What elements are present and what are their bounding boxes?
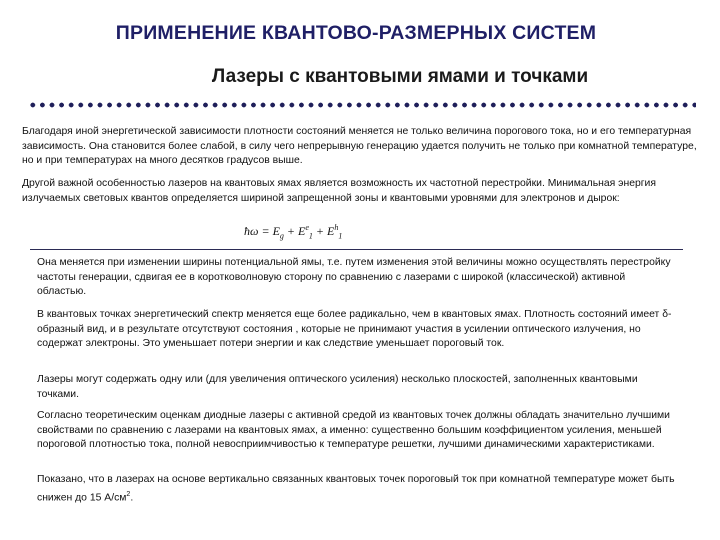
paragraph-threshold-current: Благодаря иной энергетической зависимости плотности состояний меняется не только величина порогового тока, но и его температурная зависимость. Она становится более слабой, в силу чего непрерывную генерацию удается получить не только при комнатной температуре, но и при температурах на много десятков градусов выше. — [22, 126, 697, 167]
paragraph-frequency-tuning: Другой важной особенностью лазеров на квантовых ямах является возможность их частотной перестройки. Минимальная энергия излучаемых световых квантов определяется шириной запрещенной зоны и квантовыми уровнями для электронов и дырок: — [22, 178, 656, 204]
paragraph-well-width: Она меняется при изменении ширины потенциальной ямы, т.е. путем изменения этой величины можно осуществлять перестройку частоты генерации, сдвигая ее в коротковолновую сторону по сравнению с лазерами с широкой (классической) активной областью. — [37, 257, 671, 298]
threshold-result-end: . — [130, 492, 134, 504]
paragraph-quantum-dots-spectrum: В квантовых точках энергетический спектр меняется еще более радикально, чем в квантовых ямах. Плотность состояний имеет δ-образный вид, и в результате отсутствуют состояния , которые не принимают участия в усилении оптического излучения, но содержат электроны. Это уменьшает потери энергии и как следствие уменьшает пороговый ток. — [37, 309, 672, 350]
paragraph-threshold-result — [37, 473, 677, 506]
formula-e1-subscript: 1 — [308, 231, 313, 241]
slide-title: ПРИМЕНЕНИЕ КВАНТОВО-РАЗМЕРНЫХ СИСТЕМ — [115, 22, 597, 44]
energy-formula — [244, 223, 342, 240]
formula-plus-e: + E — [283, 224, 306, 238]
formula-e1-superscript: e — [305, 223, 309, 232]
formula-plus-h: + E — [312, 224, 335, 238]
slide-subtitle: Лазеры с квантовыми ямами и точками — [211, 66, 589, 87]
formula-lhs: ħω = E — [244, 224, 280, 238]
paragraph-dot-planes: Лазеры могут содержать одну или (для увеличения оптического усиления) несколько плоскостей, заполненных квантовыми точками. — [37, 374, 638, 400]
threshold-result-text: Показано, что в лазерах на основе вертикально связанных квантовых точек пороговый ток при комнатной температуре может быть снижен до 15 А/см — [37, 474, 675, 504]
paragraph-theoretical-estimates: Согласно теоретическим оценкам диодные лазеры с активной средой из квантовых точек должны обладать значительно лучшими свойствами по сравнению с лазерами на квантовых ямах, а именно: существенно большим коэффициентом усиления, меньшей пороговой плотностью тока, полной невосприимчивостью к температуре решетки, лучшими динамическими характеристиками. — [37, 410, 670, 451]
threshold-unit-exponent: 2 — [126, 490, 131, 498]
formula-h1-superscript: h — [334, 223, 339, 232]
dotted-divider — [28, 100, 696, 110]
formula-eg-subscript: g — [279, 231, 284, 241]
formula-h1-subscript: 1 — [338, 231, 343, 241]
section-separator-line — [30, 249, 683, 250]
